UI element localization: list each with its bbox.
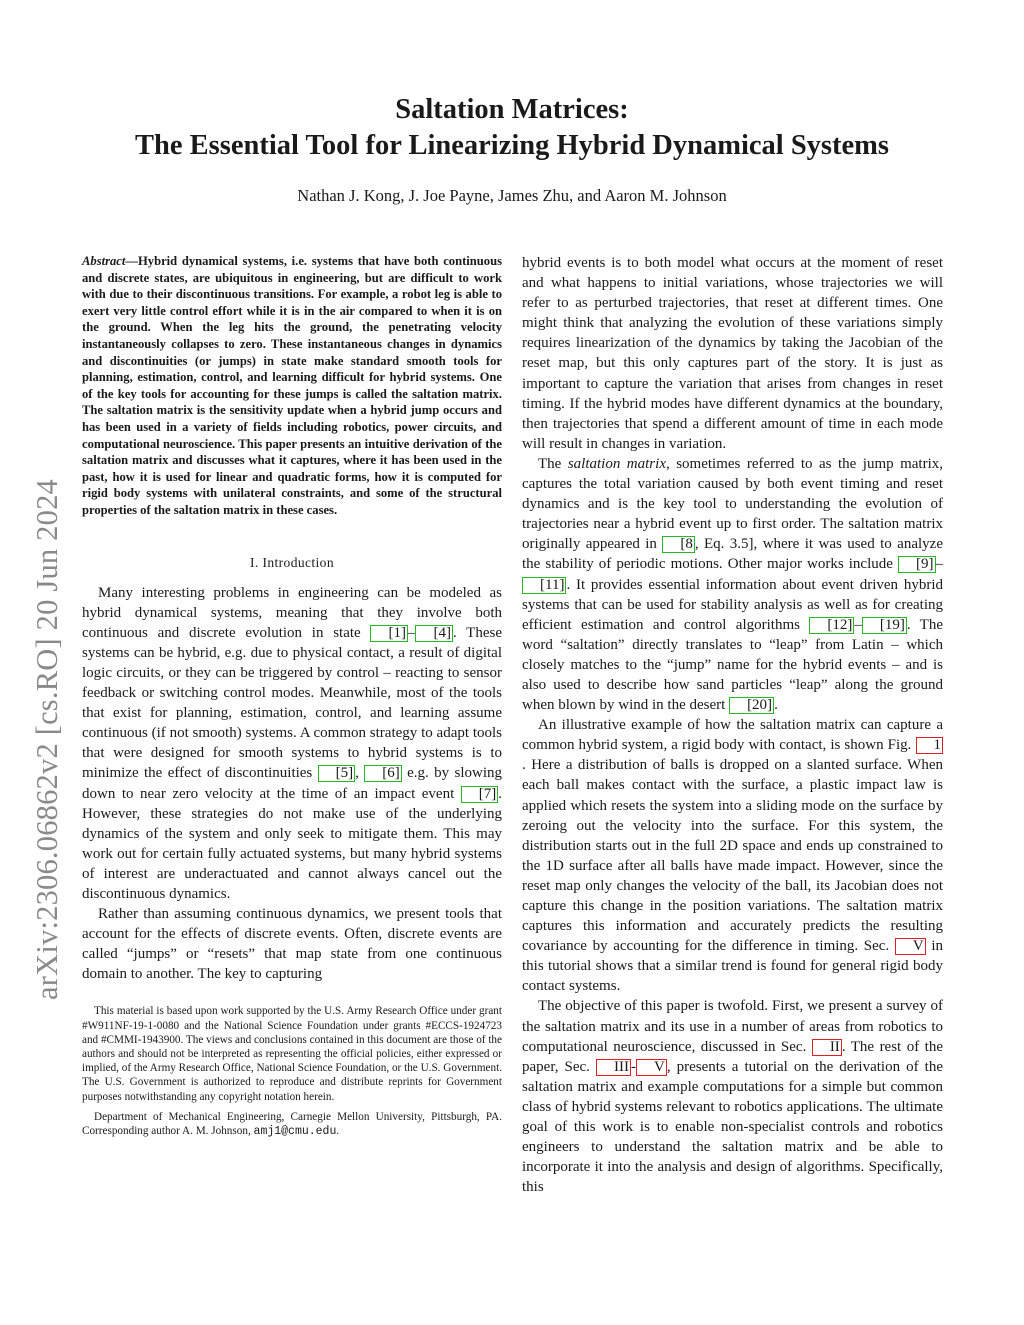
section-reference-link[interactable]: II <box>812 1039 842 1056</box>
arxiv-identifier: arXiv:2306.06862v2 [cs.RO] 20 Jun 2024 <box>30 479 64 1000</box>
footnotes <box>82 1004 502 1139</box>
section-heading-introduction: I. Introduction <box>250 554 334 570</box>
citation-link[interactable]: [6] <box>364 765 402 782</box>
text-run: . It provides essential information about event driven hybrid systems that can be used for stability analysis as well as for creating efficient estimation and control algorithms <box>522 576 943 633</box>
citation-link[interactable]: [9] <box>898 556 936 573</box>
text-run: - <box>630 1058 636 1075</box>
section-reference-link[interactable]: III <box>596 1059 631 1076</box>
title-line-1: Saltation Matrices: <box>395 94 629 125</box>
intro-paragraph-2: Rather than assuming continuous dynamics, we present tools that account for the effects of discrete events. Often, discrete events are called “jumps” or “resets” that map state from one continuous domain to another. The key to capturing <box>82 906 502 983</box>
citation-link[interactable]: [8 <box>662 536 695 553</box>
section-reference-link[interactable]: V <box>895 938 926 955</box>
title-line-2: The Essential Tool for Linearizing Hybrid Dynamical Systems <box>135 130 889 161</box>
text-run: The <box>538 455 568 472</box>
text-run: . <box>336 1125 340 1138</box>
funding-footnote: This material is based upon work supported by the U.S. Army Research Office under grant #W911NF-19-1-0080 and the National Science Foundation under grants #ECCS-1924723 and #CMMI-1943900. The views and conclusions contained in this document are those of the authors and should not be interpreted as representing the official policies, either expressed or implied, of the Army Research Office, National Science Foundation, or the U.S. Government. The U.S. Government is authorized to reproduce and distribute reprints for Government purposes notwithstanding any copyright notation herein. <box>82 1005 502 1103</box>
text-run: – <box>935 556 943 573</box>
text-run: , presents a tutorial on the derivation of the saltation matrix and example computations for a simple but common class of hybrid systems relevant to robotics applications. The ultimate goal of this work is to enable non-specialist controls and robotics engineers to understand the saltation matrix and be able to incorporate it into the analysis and design of algorithms. Specifically, this <box>522 1058 944 1196</box>
citation-link[interactable]: [5] <box>318 765 356 782</box>
title-block <box>80 92 944 206</box>
right-paragraph-3 <box>522 715 943 996</box>
affiliation-footnote <box>82 1110 502 1139</box>
right-column <box>522 253 943 1197</box>
text-run: , Eq. 3.5], where it was used to analyze the stability of periodic motions. Other major works include <box>522 536 943 573</box>
text-run: , <box>355 765 365 782</box>
citation-link[interactable]: [4] <box>415 625 453 642</box>
text-run: . The rest of the paper, Sec. <box>522 1038 943 1075</box>
right-paragraph-2 <box>522 454 943 715</box>
citation-link[interactable]: [19] <box>862 617 907 634</box>
right-paragraph-1: hybrid events is to both model what occurs at the moment of reset and what happens to initial variations, whose trajectories we will refer to as perturbed trajectories, that reset at different times. One might think that analyzing the evolution of these variations simply requires linearization of the dynamics by taking the Jacobian of the reset map, but this only captures part of the story. It is just as important to capture the variation that arises from changes in reset timing. If the hybrid modes have different dynamics at the boundary, then trajectories that spend a different amount of time in each mode will result in changes in variation. <box>522 255 943 452</box>
abstract <box>82 253 502 519</box>
text-run: – <box>854 616 862 633</box>
left-column <box>82 253 502 1139</box>
right-paragraph-4 <box>522 996 943 1197</box>
text-run: . Here a distribution of balls is dropped on a slanted surface. When each ball makes contact with the surface, a plastic impact law is applied which resets the system into a sliding mode on the surface by zeroing out the velocity into the surface. For this system, the distribution starts out in the full 2D space and ends up constrained to the 1D surface after all balls have made impact. However, since the reset map only changes the velocity of the ball, its Jacobian does not capture this change in the position variations. The saltation matrix captures this information and accurately predicts the resulting covariance by accounting for the difference in timing. Sec. <box>522 757 943 955</box>
text-run: Many interesting problems in engineering can be modeled as hybrid dynamical systems, meaning that they involve both continuous and discrete evolution in state <box>82 584 502 641</box>
citation-link[interactable]: [12] <box>809 617 854 634</box>
figure-reference-link[interactable]: 1 <box>916 737 944 754</box>
citation-link[interactable]: [7] <box>461 786 499 803</box>
abstract-heading: Abstract <box>82 254 126 268</box>
text-run: . The word “saltation” directly translates to “leap” from Latin – which closely matches to the “jump” name for the hybrid events – and is also used to describe how sand particles “leap” along the ground when blown by wind in the desert <box>522 616 943 714</box>
citation-link[interactable]: [11] <box>522 577 566 594</box>
text-run: An illustrative example of how the saltation matrix can capture a common hybrid system, a rigid body with contact, is shown Fig. <box>522 717 943 754</box>
citation-link[interactable]: [1] <box>370 625 408 642</box>
text-run: . However, these strategies do not make use of the underlying dynamics of the system and only seek to mitigate them. This may work out for certain fully actuated systems, but many hybrid systems of interest are underactuated and cannot always cancel out the discontinuous dynamics. <box>82 785 502 902</box>
intro-paragraph-1 <box>82 583 502 905</box>
text-run: The objective of this paper is twofold. First, we present a survey of the saltation matrix and its use in a number of areas from robotics to computational neuroscience, discussed in Sec. <box>522 998 943 1055</box>
emphasis-saltation-matrix: saltation matrix <box>567 455 666 472</box>
text-run: . <box>774 697 778 714</box>
affiliation-text: Department of Mechanical Engineering, Carnegie Mellon University, Pittsburgh, PA. Corresponding author A. M. Johnson, <box>82 1110 502 1138</box>
abstract-text: —Hybrid dynamical systems, i.e. systems that have both continuous and discrete states, are ubiquitous in engineering, but are difficult to work with due to their discontinuous transitions. For example, a robot leg is able to exert very little control effort while it is in the air compared to when it is on the ground. When the leg hits the ground, the penetrating velocity instantaneously collapses to zero. These instantaneous changes in dynamics and discontinuities (or jumps) in state make standard smooth tools for planning, estimation, control, and learning difficult for hybrid systems. One of the key tools for accounting for these jumps is called the saltation matrix. The saltation matrix is the sensitivity update when a hybrid jump occurs and has been used in a variety of fields including robotics, power circuits, and computational neuroscience. This paper presents an intuitive derivation of the saltation matrix and discusses what it captures, where it has been used in the past, how it is used for linear and quadratic forms, how it is computed for rigid body systems with unilateral constraints, and some of the structural properties of the saltation matrix in these cases. <box>82 254 502 517</box>
text-run: – <box>407 624 416 641</box>
author-list: Nathan J. Kong, J. Joe Payne, James Zhu, and Aaron M. Johnson <box>297 186 727 205</box>
paper-title <box>80 92 944 164</box>
section-reference-link[interactable]: V <box>636 1059 667 1076</box>
text-run: in this tutorial shows that a similar trend is found for general rigid body contact systems. <box>522 938 943 995</box>
text-run: . These systems can be hybrid, e.g. due to physical contact, a result of digital logic circuits, or they can be triggered by control – reacting to sensor feedback or switching control modes. Meanwhile, most of the tools that exist for planning, estimation, control, and learning assume continuous (if not smooth) systems. A common strategy to adapt tools that were designed for smooth systems to hybrid systems is to minimize the effect of discontinuities <box>82 624 502 782</box>
citation-link[interactable]: [20] <box>729 697 774 714</box>
text-run: , sometimes referred to as the jump matrix, captures the total variation caused by both event timing and reset dynamics and is the key tool to understanding the evolution of trajectories near a hybrid event up to first order. The saltation matrix originally appeared in <box>522 455 944 553</box>
author-email[interactable]: amj1@cmu.edu <box>253 1125 337 1139</box>
text-run: e.g. by slowing down to near zero velocity at the time of an impact event <box>82 765 503 802</box>
